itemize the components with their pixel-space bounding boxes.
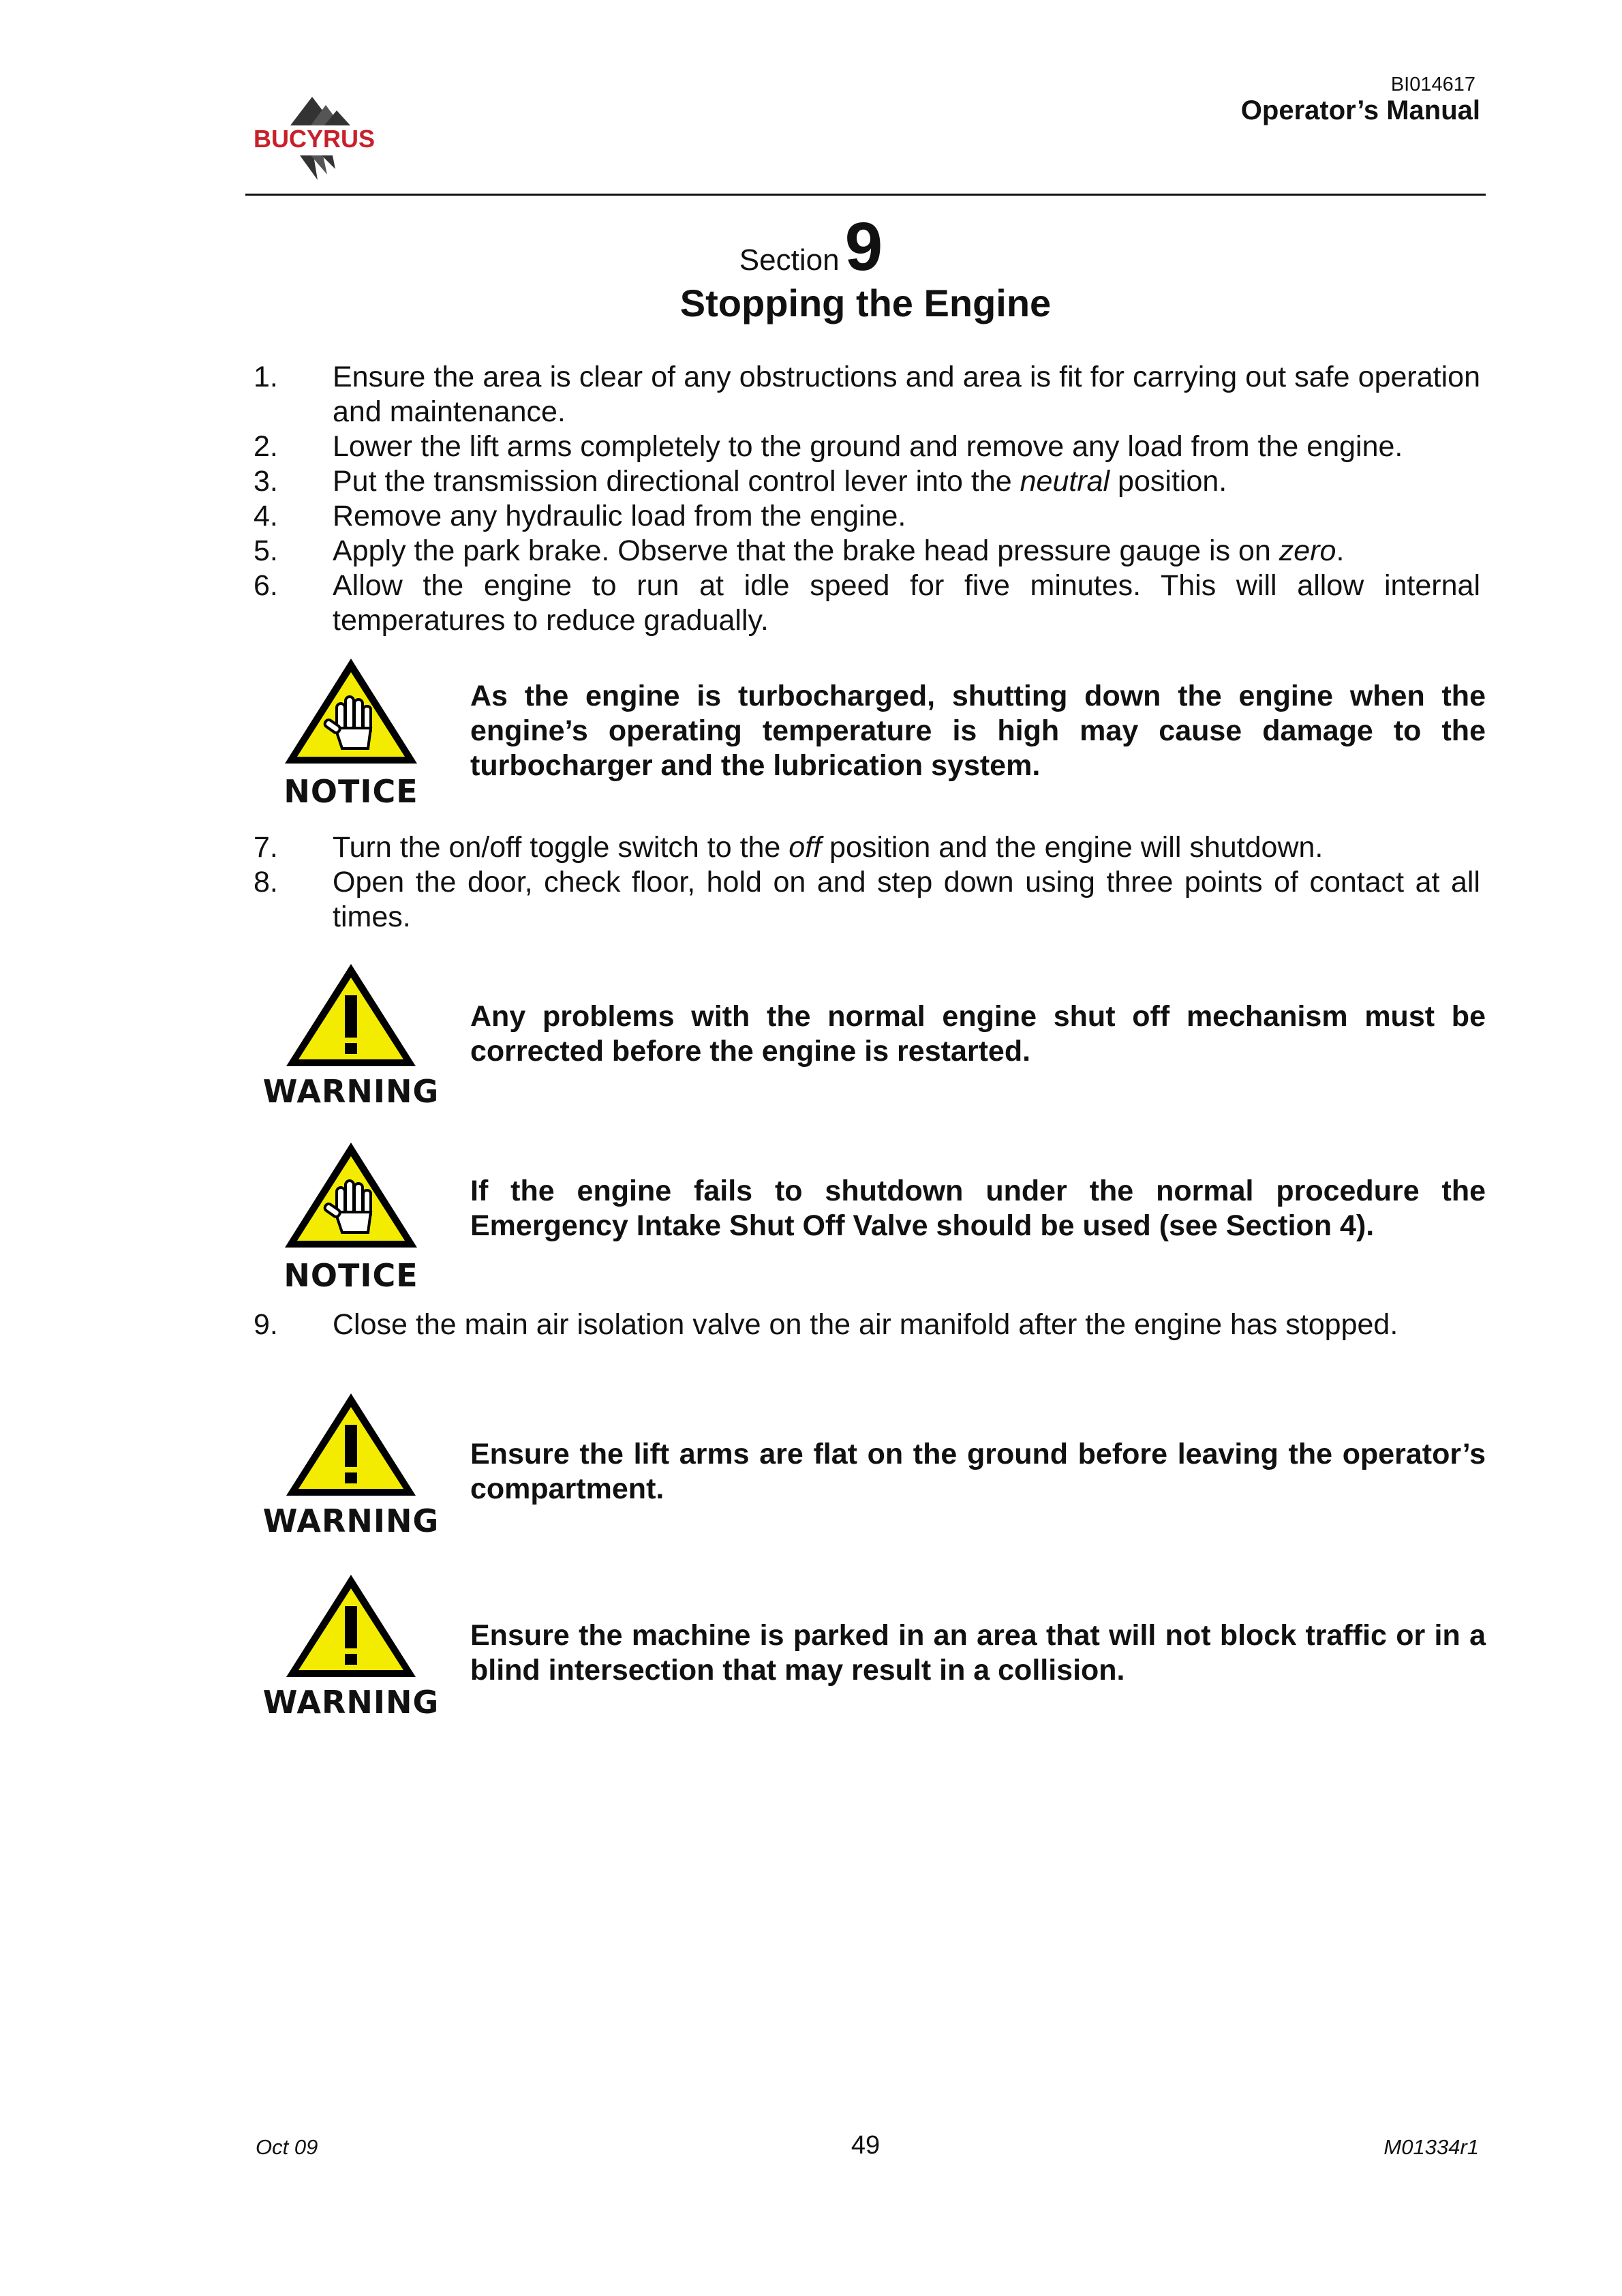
step-text: Apply the park brake. Observe that the brake head pressure gauge is on zero. [333, 534, 1345, 567]
emphasis: zero [1279, 534, 1336, 567]
footer-doc-ref: M01334r1 [1383, 2135, 1479, 2159]
warning-sign [252, 961, 450, 1110]
step-number: 7. [254, 831, 278, 864]
warning-text: Ensure the machine is parked in an area that will not block traffic or in a blind intersection that may result in a collision. [470, 1619, 1486, 1687]
step-text: Turn the on/off toggle switch to the off position and the engine will shutdown. [333, 831, 1323, 864]
header-divider [245, 194, 1486, 196]
warning-caption: WARNING [262, 1502, 440, 1539]
step-item [254, 360, 1480, 429]
notice-sign [252, 654, 450, 810]
step-item [254, 569, 1480, 638]
notice-caption: NOTICE [284, 773, 418, 810]
step-text: Put the transmission directional control lever into the neutral position. [333, 465, 1227, 498]
steps-list-c [254, 1308, 1480, 1342]
warning-caption: WARNING [262, 1073, 440, 1110]
bucyrus-logo [243, 93, 386, 181]
warning-box [252, 1572, 1486, 1721]
step-number: 3. [254, 465, 278, 498]
step-item [254, 1308, 1480, 1342]
step-number: 2. [254, 430, 278, 463]
step-item [254, 429, 1480, 464]
warning-text: Ensure the lift arms are flat on the ground before leaving the operator’s compartment. [470, 1438, 1486, 1505]
notice-text: If the engine fails to shutdown under the normal procedure the Emergency Intake Shut Off Valve should be used (see Section 4). [470, 1175, 1486, 1242]
exclamation-warning-icon [279, 1572, 423, 1681]
step-item [254, 464, 1480, 499]
step-text: Allow the engine to run at idle speed for five minutes. This will allow internal temperatures to reduce gradually. [333, 569, 1480, 637]
warning-box [252, 1391, 1486, 1539]
section-word: Section [739, 243, 840, 277]
notice-sign [252, 1138, 450, 1294]
step-text: Close the main air isolation valve on the air manifold after the engine has stopped. [333, 1308, 1398, 1341]
step-item [254, 534, 1480, 569]
step-number: 4. [254, 500, 278, 532]
warning-sign [252, 1391, 450, 1539]
exclamation-warning-icon [279, 1391, 423, 1500]
warning-caption: WARNING [262, 1684, 440, 1721]
step-text: Open the door, check floor, hold on and step down using three points of contact at all times. [333, 866, 1480, 933]
warning-sign [252, 1572, 450, 1721]
section-heading [0, 208, 1622, 286]
document-id: BI014617 [1390, 74, 1475, 95]
step-number: 9. [254, 1308, 278, 1341]
manual-title: Operator’s Manual [1240, 95, 1480, 125]
notice-box [252, 654, 1486, 810]
notice-caption: NOTICE [284, 1257, 418, 1294]
step-number: 1. [254, 361, 278, 393]
step-text: Ensure the area is clear of any obstructions and area is fit for carrying out safe operation and maintenance. [333, 361, 1480, 428]
bucyrus-logo-mark [243, 93, 386, 181]
exclamation-warning-icon [279, 961, 423, 1070]
logo-wordmark: BUCYRUS [253, 125, 376, 153]
warning-text: Any problems with the normal engine shut off mechanism must be corrected before the engine is restarted. [470, 1000, 1486, 1068]
page-number: 49 [851, 2131, 881, 2160]
step-text: Remove any hydraulic load from the engine. [333, 500, 906, 532]
warning-box [252, 961, 1486, 1110]
emphasis: neutral [1020, 465, 1110, 498]
notice-box [252, 1138, 1486, 1294]
hand-warning-icon [279, 1138, 423, 1254]
step-item [254, 865, 1480, 935]
step-number: 6. [254, 569, 278, 602]
page-title: Stopping the Engine [679, 282, 1052, 324]
steps-list-b [254, 830, 1480, 935]
step-item [254, 830, 1480, 865]
step-number: 8. [254, 866, 278, 898]
step-text: Lower the lift arms completely to the ground and remove any load from the engine. [333, 430, 1403, 463]
section-number: 9 [844, 209, 883, 285]
emphasis: off [789, 831, 822, 864]
steps-list-a [254, 360, 1480, 638]
step-item [254, 499, 1480, 534]
step-number: 5. [254, 534, 278, 567]
footer-date: Oct 09 [256, 2135, 318, 2159]
notice-text: As the engine is turbocharged, shutting down the engine when the engine’s operating temperature is high may cause damage to the turbocharger and the lubrication system. [470, 680, 1486, 782]
hand-warning-icon [279, 654, 423, 770]
